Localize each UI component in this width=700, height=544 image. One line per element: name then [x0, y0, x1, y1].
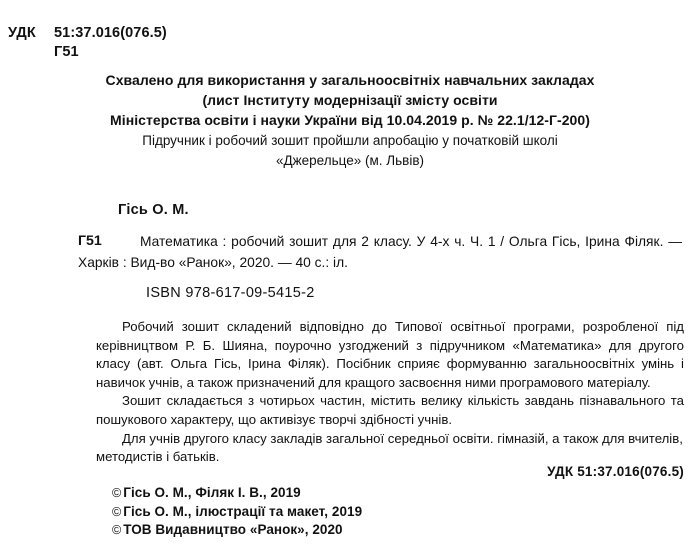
author-heading: Гісь О. М. — [118, 202, 189, 218]
copyright-line-2-text: Гісь О. М., ілюстрації та макет, 2019 — [123, 503, 363, 519]
copyright-line-2 — [112, 503, 362, 522]
copyright-symbol-icon: © — [112, 504, 122, 519]
udc-sigla: Г51 — [54, 44, 79, 60]
udc-classification-block — [8, 24, 167, 62]
bibliographic-description: Математика : робочий зошит для 2 класу. У 4-х ч. Ч. 1 / Ольга Гісь, Ірина Філяк. — Харків : Вид-во «Ранок», 2020. — 40 с.: іл. — [78, 234, 682, 270]
approval-line-1: Схвалено для використання у загальноосвітніх навчальних закладах — [105, 72, 595, 88]
udc-top-line — [8, 24, 167, 43]
copyright-block — [112, 484, 362, 540]
bibliographic-sigla: Г51 — [78, 233, 102, 249]
isbn: ISBN 978-617-09-5415-2 — [146, 285, 315, 301]
copyright-line-1 — [112, 484, 362, 503]
annotation-paragraph-2: Зошит складається з чотирьох частин, містить велику кількість завдань пізнавального та пошукового характеру, що активізує творчі здібності учнів. — [96, 393, 684, 427]
bibliographic-record — [78, 231, 682, 273]
annotation-block — [96, 318, 684, 467]
annotation-paragraph-1: Робочий зошит складений відповідно до Типової освітньої програми, розробленої під керівництвом Р. Б. Шияна, поурочно узгоджений з підручником «Математика» для другого класу (авт. Ольга Гісь, Ірина Філяк). Посібник сприяє формуванню загальноосвітніх умінь і навичок учнів, а також призначений для кращого засвоєння ними програмового матеріалу. — [96, 319, 684, 390]
approbation-line-2: «Джерельце» (м. Львів) — [275, 153, 425, 168]
copyright-line-1-text: Гісь О. М., Філяк І. В., 2019 — [123, 485, 301, 500]
approval-line-3: Міністерства освіти і науки України від 10.04.2019 р. № 22.1/12-Г-200) — [110, 112, 590, 128]
approval-line-2: (лист Інституту модернізації змісту освіти — [202, 92, 498, 108]
copyright-symbol-icon: © — [112, 523, 122, 537]
approval-statement — [30, 70, 670, 130]
copyright-line-3 — [112, 521, 362, 540]
udc-code: 51:37.016(076.5) — [54, 25, 167, 41]
annotation-paragraph-3: Для учнів другого класу закладів загальної середньої освіти. гімназій, а також для вчителів, методистів і батьків. — [96, 430, 683, 465]
approbation-note — [30, 131, 670, 171]
udc-label: УДК — [8, 25, 36, 41]
approbation-line-1: Підручник і робочий зошит пройшли апробацію у початковій школі — [142, 133, 558, 148]
copyright-line-3-text: ТОВ Видавництво «Ранок», 2020 — [123, 522, 343, 537]
copyright-symbol-icon: © — [112, 486, 122, 500]
udc-bottom-repeat: УДК 51:37.016(076.5) — [547, 464, 684, 479]
